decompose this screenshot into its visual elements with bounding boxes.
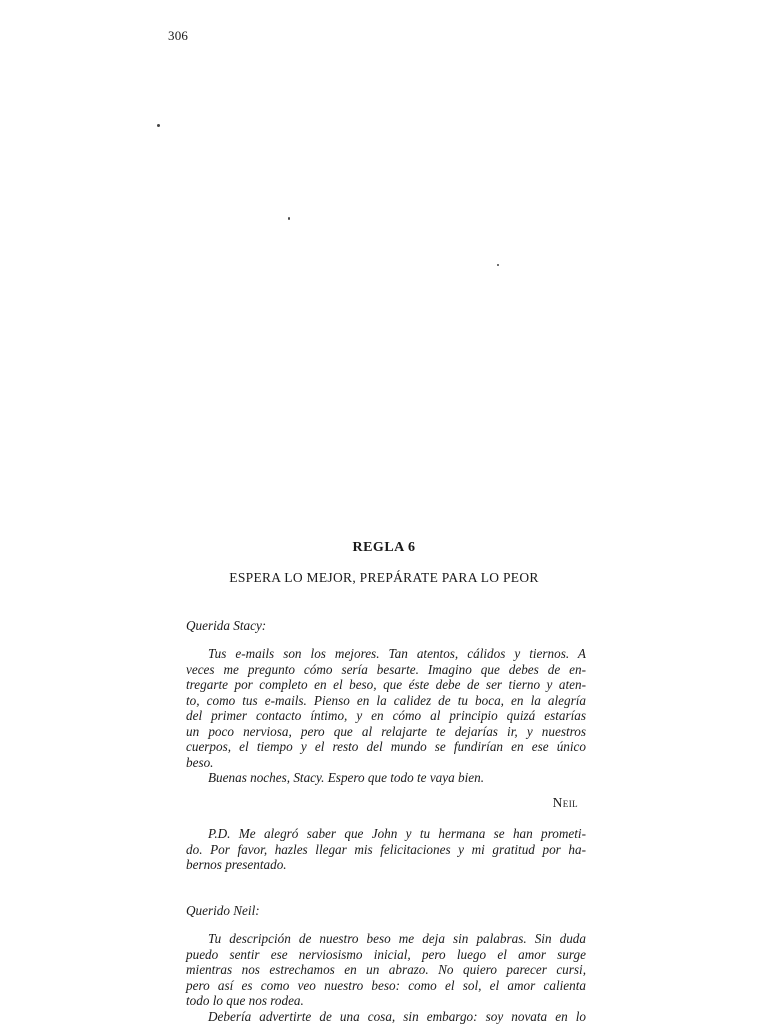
text-line: mientras nos estrechamos en un abrazo. No quiero parecer cursi, bbox=[186, 962, 586, 977]
page-number: 306 bbox=[168, 28, 189, 43]
text-line: beso. bbox=[186, 754, 214, 770]
text-line: to, como tus e-mails. Pienso en la calidez de tu boca, en la alegría bbox=[186, 692, 586, 708]
chapter-label: REGLA 6 bbox=[352, 540, 416, 555]
text-line: un poco nerviosa, pero que al relajarte te dejarías ir, y nuestros bbox=[186, 723, 586, 739]
text-line: del primer contacto íntimo, y en cómo al principio quizá estarías bbox=[186, 708, 586, 723]
text-line: tregarte por completo en el beso, que éste debe de ser tierno y aten- bbox=[186, 677, 586, 692]
letter-2-body bbox=[186, 931, 586, 1024]
text-line: puedo sentir ese nerviosismo inicial, pero luego el amor surge bbox=[186, 946, 586, 962]
text-line: bernos presentado. bbox=[186, 857, 287, 872]
text-line: Debería advertirte de una cosa, sin embargo: soy novata en lo bbox=[208, 1008, 586, 1024]
text-line: Tus e-mails son los mejores. Tan atentos, cálidos y tiernos. A bbox=[208, 646, 586, 661]
letter-2-salutation: Querido Neil: bbox=[186, 903, 260, 918]
text-line: Buenas noches, Stacy. Espero que todo te vaya bien. bbox=[208, 770, 485, 785]
text-line: Tu descripción de nuestro beso me deja sin palabras. Sin duda bbox=[208, 931, 586, 946]
text-line: veces me pregunto cómo sería besarte. Imagino que debes de en- bbox=[186, 661, 586, 677]
text-line: P.D. Me alegró saber que John y tu hermana se han prometi- bbox=[208, 826, 586, 841]
text-line: todo lo que nos rodea. bbox=[186, 993, 304, 1008]
scan-speck bbox=[497, 264, 499, 266]
letter-1-salutation: Querida Stacy: bbox=[186, 618, 267, 633]
letter-1-body bbox=[186, 646, 586, 786]
chapter-title: ESPERA LO MEJOR, PREPÁRATE PARA LO PEOR bbox=[229, 570, 539, 585]
letter-1-postscript bbox=[186, 826, 586, 873]
text-line: cuerpos, el tiempo y el resto del mundo se fundirían en ese único bbox=[186, 739, 586, 754]
text-line: pero así es como veo nuestro beso: como el sol, el amor calienta bbox=[186, 977, 586, 993]
text-line: do. Por favor, hazles llegar mis felicitaciones y mi gratitud por ha- bbox=[186, 841, 586, 857]
scan-speck bbox=[157, 124, 160, 127]
letter-1-signature: Neil bbox=[552, 795, 578, 810]
scan-speck bbox=[288, 217, 290, 220]
